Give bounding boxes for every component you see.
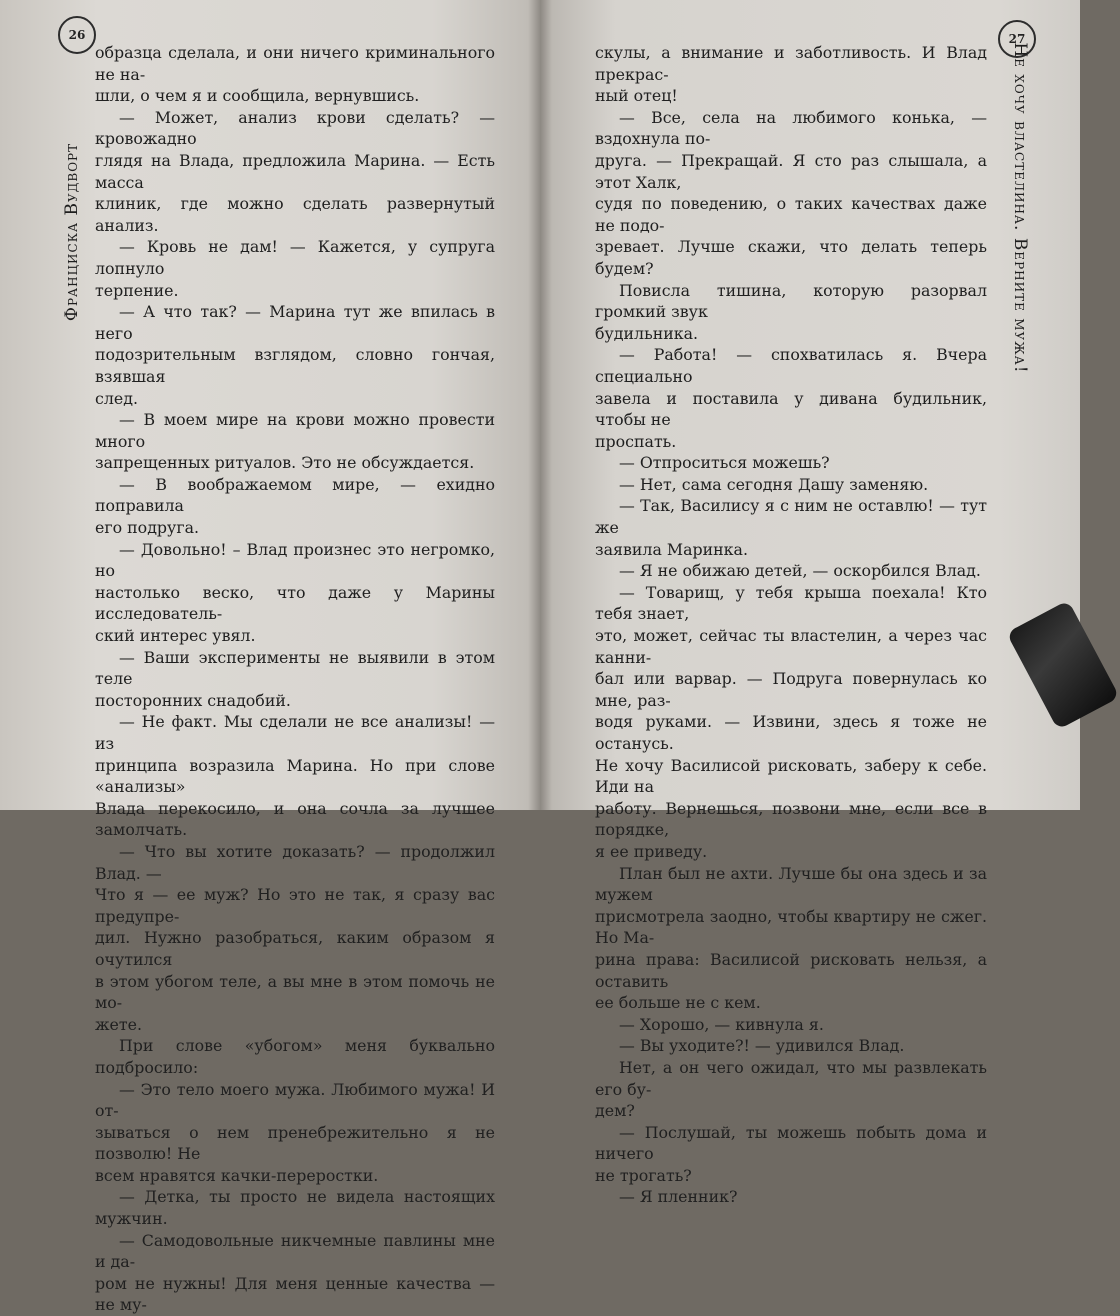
text-line: План был не ахти. Лучше бы она здесь и за мужем [595,863,987,905]
text-line: принципа возразила Марина. Но при слове «анализы» [95,755,495,797]
text-line: это, может, сейчас ты властелин, а через час канни- [595,626,987,667]
text-line: ский интерес увял. [95,626,256,646]
text-line: — Вы уходите?! — удивился Влад. [619,1036,905,1056]
text-line: зревает. Лучше скажи, что делать теперь будем? [595,237,987,278]
text-line: глядя на Влада, предложила Марина. — Есть масса [95,150,495,192]
text-line: проспать. [595,431,677,451]
text-line: Не хочу Василисой рисковать, заберу к себе. Иди на [595,755,987,797]
book-gutter [528,0,552,810]
left-page [0,0,540,1315]
text-line: клиник, где можно сделать развернутый анализ. [95,194,495,235]
text-line: присмотрела заодно, чтобы квартиру не сжег. Но Ма- [595,906,987,948]
text-line: — Работа! — спохватилась я. Вчера специально [595,345,987,386]
text-line: Нет, а он чего ожидал, что мы развлекать его бу- [595,1057,987,1099]
text-line: дем? [595,1101,635,1121]
text-line: — Кровь не дам! — Кажется, у супруга лопнуло [95,237,495,278]
text-line: Повисла тишина, которую разорвал громкий звук [595,280,987,322]
text-line: запрещенных ритуалов. Это не обсуждается. [95,453,475,473]
text-line: — А что так? — Марина тут же впилась в него [95,302,495,343]
text-line: Влада перекосило, и она сочла за лучшее замолчать. [95,798,495,840]
text-line: При слове «убогом» меня буквально подбросило: [95,1036,495,1077]
right-page-number: 27 [998,20,1036,58]
text-line: — Самодовольные никчемные павлины мне и да- [95,1230,495,1272]
text-line: рина права: Василисой рисковать нельзя, а оставить [595,949,987,991]
text-line: — Детка, ты просто не видела настоящих мужчин. [95,1187,495,1229]
text-line: дил. Нужно разобраться, каким образом я очутился [95,928,495,969]
text-line: зываться о нем пренебрежительно я не позволю! Не [95,1122,495,1164]
text-line: — В моем мире на крови можно провести много [95,410,495,451]
text-line: его подруга. [95,518,200,538]
text-line: образца сделала, и они ничего криминального не на- [95,43,495,84]
text-line: бал или варвар. — Подруга повернулась ко мне, раз- [595,669,987,710]
text-line: — Что вы хотите доказать? — продолжил Влад. — [95,841,495,883]
text-line: — Не факт. Мы сделали не все анализы! — из [95,712,495,753]
text-line: — Хорошо, — кивнула я. [619,1014,824,1034]
text-line: — Я пленник? [619,1187,738,1207]
text-line: в этом убогом теле, а вы мне в этом помочь не мо- [95,971,495,1013]
text-line: ром не нужны! Для меня ценные качества — не му- [95,1273,495,1315]
text-line: друга. — Прекращай. Я сто раз слышала, а этот Халк, [595,150,987,192]
text-line: водя руками. — Извини, здесь я тоже не останусь. [595,712,987,753]
text-line: — Товарищ, у тебя крыша поехала! Кто тебя знает, [595,582,987,624]
text-line: завела и поставила у дивана будильник, чтобы не [595,388,987,430]
text-line: — Все, села на любимого конька, — вздохнула по- [595,107,987,149]
left-page-number: 26 [58,16,96,54]
text-line: Что я — ее муж? Но это не так, я сразу вас предупре- [95,885,495,926]
text-line: — Ваши эксперименты не выявили в этом теле [95,647,495,689]
text-line: — Я не обижаю детей, — оскорбился Влад. [619,561,981,581]
text-line: судя по поведению, о таких качествах даже не подо- [595,194,987,235]
text-line: настолько веско, что даже у Марины исследователь- [95,582,495,624]
text-line: ее больше не с кем. [595,993,761,1013]
text-line: — Отпроситься можешь? [619,453,830,473]
text-line: — Нет, сама сегодня Дашу заменяю. [619,474,929,494]
text-line: — В воображаемом мире, — ехидно поправила [95,474,495,516]
text-line: я ее приведу. [595,841,708,861]
text-line: подозрительным взглядом, словно гончая, взявшая [95,345,495,386]
text-line: посторонних снадобий. [95,690,291,710]
right-page [540,0,1080,1207]
right-running-head: Не хочу властелина. Верните мужа! [1010,42,1030,374]
text-line: — Послушай, ты можешь побыть дома и ничего [595,1122,987,1164]
text-line: шли, о чем я и сообщила, вернувшись. [95,86,420,106]
text-line: жете. [95,1014,142,1034]
text-line: терпение. [95,280,179,300]
text-line: будильника. [595,323,699,343]
text-line: — Так, Василису я с ним не оставлю! — тут же [595,496,987,538]
left-page-text [95,42,495,1316]
text-line: работу. Вернешься, позвони мне, если все в порядке, [595,798,987,840]
text-line: — Может, анализ крови сделать? — кровожадно [95,107,495,149]
text-line: всем нравятся качки-переростки. [95,1165,379,1185]
text-line: заявила Маринка. [595,539,748,559]
text-line: — Довольно! – Влад произнес это негромко, но [95,539,495,581]
text-line: след. [95,388,138,408]
right-page-text [595,42,987,1208]
text-line: не трогать? [595,1165,692,1185]
text-line: — Это тело моего мужа. Любимого мужа! И от- [95,1079,495,1121]
text-line: ный отец! [595,86,678,106]
left-running-head: Франциска Вудворт [62,142,82,322]
text-line: скулы, а внимание и заботливость. И Влад прекрас- [595,43,987,84]
